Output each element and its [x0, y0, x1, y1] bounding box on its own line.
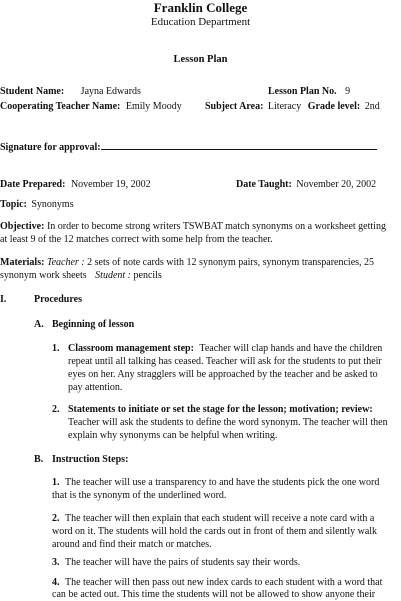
materials-text-2: synonym work sheets — [0, 270, 87, 281]
lesson-plan-no-label: Lesson Plan No. — [268, 86, 337, 97]
b1-line-1 — [52, 476, 379, 489]
date-taught-label: Date Taught: — [236, 179, 292, 190]
coop-teacher-label: Cooperating Teacher Name: — [0, 101, 121, 112]
signature-line[interactable] — [101, 140, 377, 150]
a1-text-1: Teacher will clap hands and have the children — [199, 343, 383, 354]
b2-text-1: The teacher will then explain that each student will receive a note card with a — [65, 513, 375, 524]
signature-label: Signature for approval: — [0, 142, 101, 153]
section-a-letter: A. — [34, 319, 44, 330]
b1-text-1: The teacher will use a transparency to and have the students pick the one word — [65, 477, 380, 488]
a2-heading: Statements to initiate or set the stage for the lesson; motivation; review: — [68, 404, 373, 415]
objective-label: Objective: — [0, 221, 45, 232]
a1-line-1 — [68, 342, 382, 355]
procedures-title: Procedures — [34, 294, 82, 305]
b1-text-2: that is the synonym of the underlined word. — [52, 490, 227, 501]
grade-level-label: Grade level: — [307, 101, 361, 112]
b3-number: 3. — [52, 557, 60, 568]
coop-teacher-value: Emily Moody — [125, 101, 182, 112]
materials-student-text: pencils — [133, 270, 162, 281]
a1-heading: Classroom management step: — [68, 343, 194, 354]
objective-text-2: at least 9 of the 12 matches correct with some help from the teacher. — [0, 234, 273, 245]
section-b-title: Instruction Steps: — [52, 454, 129, 465]
b3-text-1: The teacher will have the pairs of students say their words. — [65, 557, 301, 568]
a1-text-3: eyes on her. Any stragglers will be approached by the teacher and be asked to — [68, 369, 378, 380]
date-taught-row — [236, 178, 376, 191]
student-name-value: Jayna Edwards — [80, 86, 141, 97]
topic-value: Synonyms — [31, 199, 74, 210]
b2-text-2: word on it. The students will hold the cards out in front of them and silently walk — [52, 526, 378, 537]
section-b-letter: B. — [34, 454, 44, 465]
b4-number: 4. — [52, 577, 60, 588]
date-prepared-value: November 19, 2002 — [70, 179, 151, 190]
topic-label: Topic: — [0, 199, 27, 210]
b4-text-1: The teacher will then pass out new index cards to each student with a word that — [65, 577, 383, 588]
grade-level-value: 2nd — [364, 101, 380, 112]
a2-text-1: Teacher will ask the students to define the word synonym. The teacher will then — [68, 417, 388, 428]
materials-label: Materials: — [0, 257, 45, 268]
subject-area-label: Subject Area: — [205, 101, 264, 112]
department-name: Education Department — [150, 16, 251, 28]
materials-student-label: Student : — [95, 270, 131, 281]
a1-text-2: repeat until all talking has ceased. Teacher will ask for the students to put their — [68, 356, 382, 367]
section-a-title: Beginning of lesson — [52, 319, 135, 330]
materials-text-1: 2 sets of note cards with 12 synonym pairs, synonym transparencies, 25 — [87, 257, 375, 268]
student-name-label: Student Name: — [0, 86, 65, 97]
date-prepared-row — [0, 178, 151, 191]
date-prepared-label: Date Prepared: — [0, 179, 66, 190]
objective-text-1: In order to become strong writers TSWBAT match synonyms on a worksheet getting — [46, 221, 386, 232]
subject-grade-row — [205, 100, 380, 113]
a1-text-4: pay attention. — [68, 382, 123, 393]
document-title: Lesson Plan — [173, 54, 228, 65]
topic-row — [0, 198, 74, 211]
college-name: Franklin College — [153, 0, 248, 15]
lesson-plan-no-value: 9 — [345, 86, 351, 97]
b2-text-3: around and find their match or matches. — [52, 539, 212, 550]
coop-teacher-row — [0, 100, 182, 113]
materials-teacher-label: Teacher : — [46, 257, 85, 268]
subject-area-value: Literacy — [267, 101, 302, 112]
signature-row — [0, 140, 377, 154]
lesson-plan-no-row — [268, 85, 350, 98]
date-taught-value: November 20, 2002 — [296, 179, 377, 190]
a1-number: 1. — [52, 343, 60, 354]
b2-line-1 — [52, 512, 374, 525]
objective-line-1 — [0, 220, 386, 233]
materials-line-1 — [0, 256, 374, 269]
b2-number: 2. — [52, 513, 60, 524]
student-name-row — [0, 85, 141, 98]
b1-number: 1. — [52, 477, 60, 488]
b4-text-2: can be acted out. This time the students will not be allowed to show anyone their — [52, 589, 376, 600]
a2-number: 2. — [52, 404, 60, 415]
materials-line-2 — [0, 269, 162, 282]
b3-line-1 — [52, 556, 300, 569]
procedures-roman: I. — [0, 294, 7, 305]
a2-text-2: explain why synonyms can be helpful when writing. — [68, 430, 278, 441]
